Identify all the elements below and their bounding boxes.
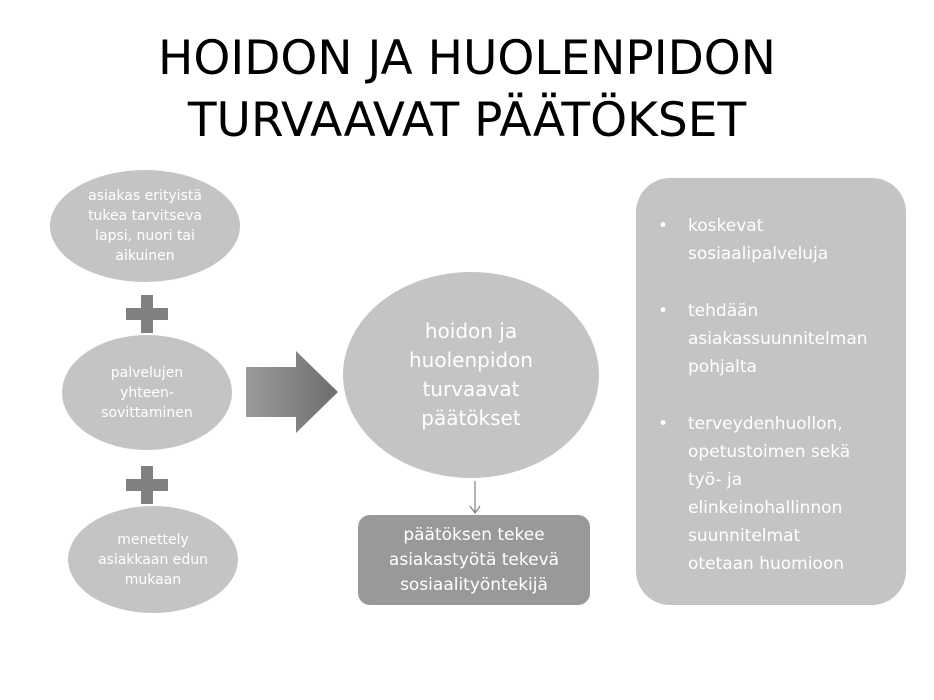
decision-box	[358, 515, 590, 605]
bullet-line: tehdään	[688, 301, 759, 321]
page-title	[0, 28, 934, 152]
input-ellipse-procedure	[68, 506, 238, 613]
bullet-line: opetustoimen sekä	[688, 442, 851, 462]
input-ellipse-coordination	[62, 335, 232, 450]
ellipse-text-line: menettely	[117, 531, 189, 548]
info-panel	[636, 178, 906, 605]
ellipse-text-line: sovittaminen	[101, 404, 193, 421]
decision-text-line: asiakastyötä tekevä	[388, 549, 560, 570]
bullet-line: otetaan huomioon	[688, 554, 845, 574]
ellipse-text-line: mukaan	[124, 571, 182, 588]
bullet-line: työ- ja	[688, 470, 743, 490]
ellipse-text-line: palvelujen	[110, 364, 184, 381]
result-text-line: turvaavat	[422, 377, 520, 401]
ellipse-text-line: asiakas erityistä	[88, 188, 202, 204]
bullet-line: sosiaalipalveluja	[688, 244, 829, 264]
bullet-line: elinkeinohallinnon	[688, 498, 843, 518]
ellipse-text-line: tukea tarvitseva	[88, 208, 202, 224]
result-text-line: hoidon ja	[424, 319, 518, 343]
title-line-2: TURVAAVAT PÄÄTÖKSET	[187, 93, 747, 148]
plus-icon	[126, 466, 168, 504]
bullet-icon: •	[658, 301, 669, 321]
bullet-line: pohjalta	[688, 357, 757, 377]
ellipse-text-line: yhteen-	[120, 384, 174, 401]
bullet-item	[656, 212, 892, 268]
decision-text-line: sosiaalityöntekijä	[400, 574, 548, 595]
input-ellipse-client	[50, 170, 240, 282]
ellipse-text-line: lapsi, nuori tai	[95, 228, 195, 244]
bullet-icon: •	[658, 414, 669, 434]
bullet-item	[656, 297, 892, 381]
bullet-icon: •	[658, 216, 669, 236]
decision-text-line: päätöksen tekee	[403, 524, 545, 545]
arrow-right-icon	[246, 351, 338, 433]
ellipse-text-line: asiakkaan edun	[97, 551, 209, 568]
bullet-line: koskevat	[688, 216, 764, 236]
bullet-line: suunnitelmat	[688, 526, 801, 546]
plus-icon	[126, 295, 168, 333]
ellipse-text-line: aikuinen	[115, 248, 175, 264]
bullet-item	[656, 410, 892, 578]
bullet-line: asiakassuunnitelman	[688, 329, 868, 349]
arrow-down-icon	[468, 481, 482, 515]
result-ellipse	[343, 272, 599, 478]
result-text-line: päätökset	[421, 406, 521, 430]
title-line-1: HOIDON JA HUOLENPIDON	[158, 31, 776, 86]
result-text-line: huolenpidon	[409, 348, 533, 372]
bullet-line: terveydenhuollon,	[688, 414, 843, 434]
